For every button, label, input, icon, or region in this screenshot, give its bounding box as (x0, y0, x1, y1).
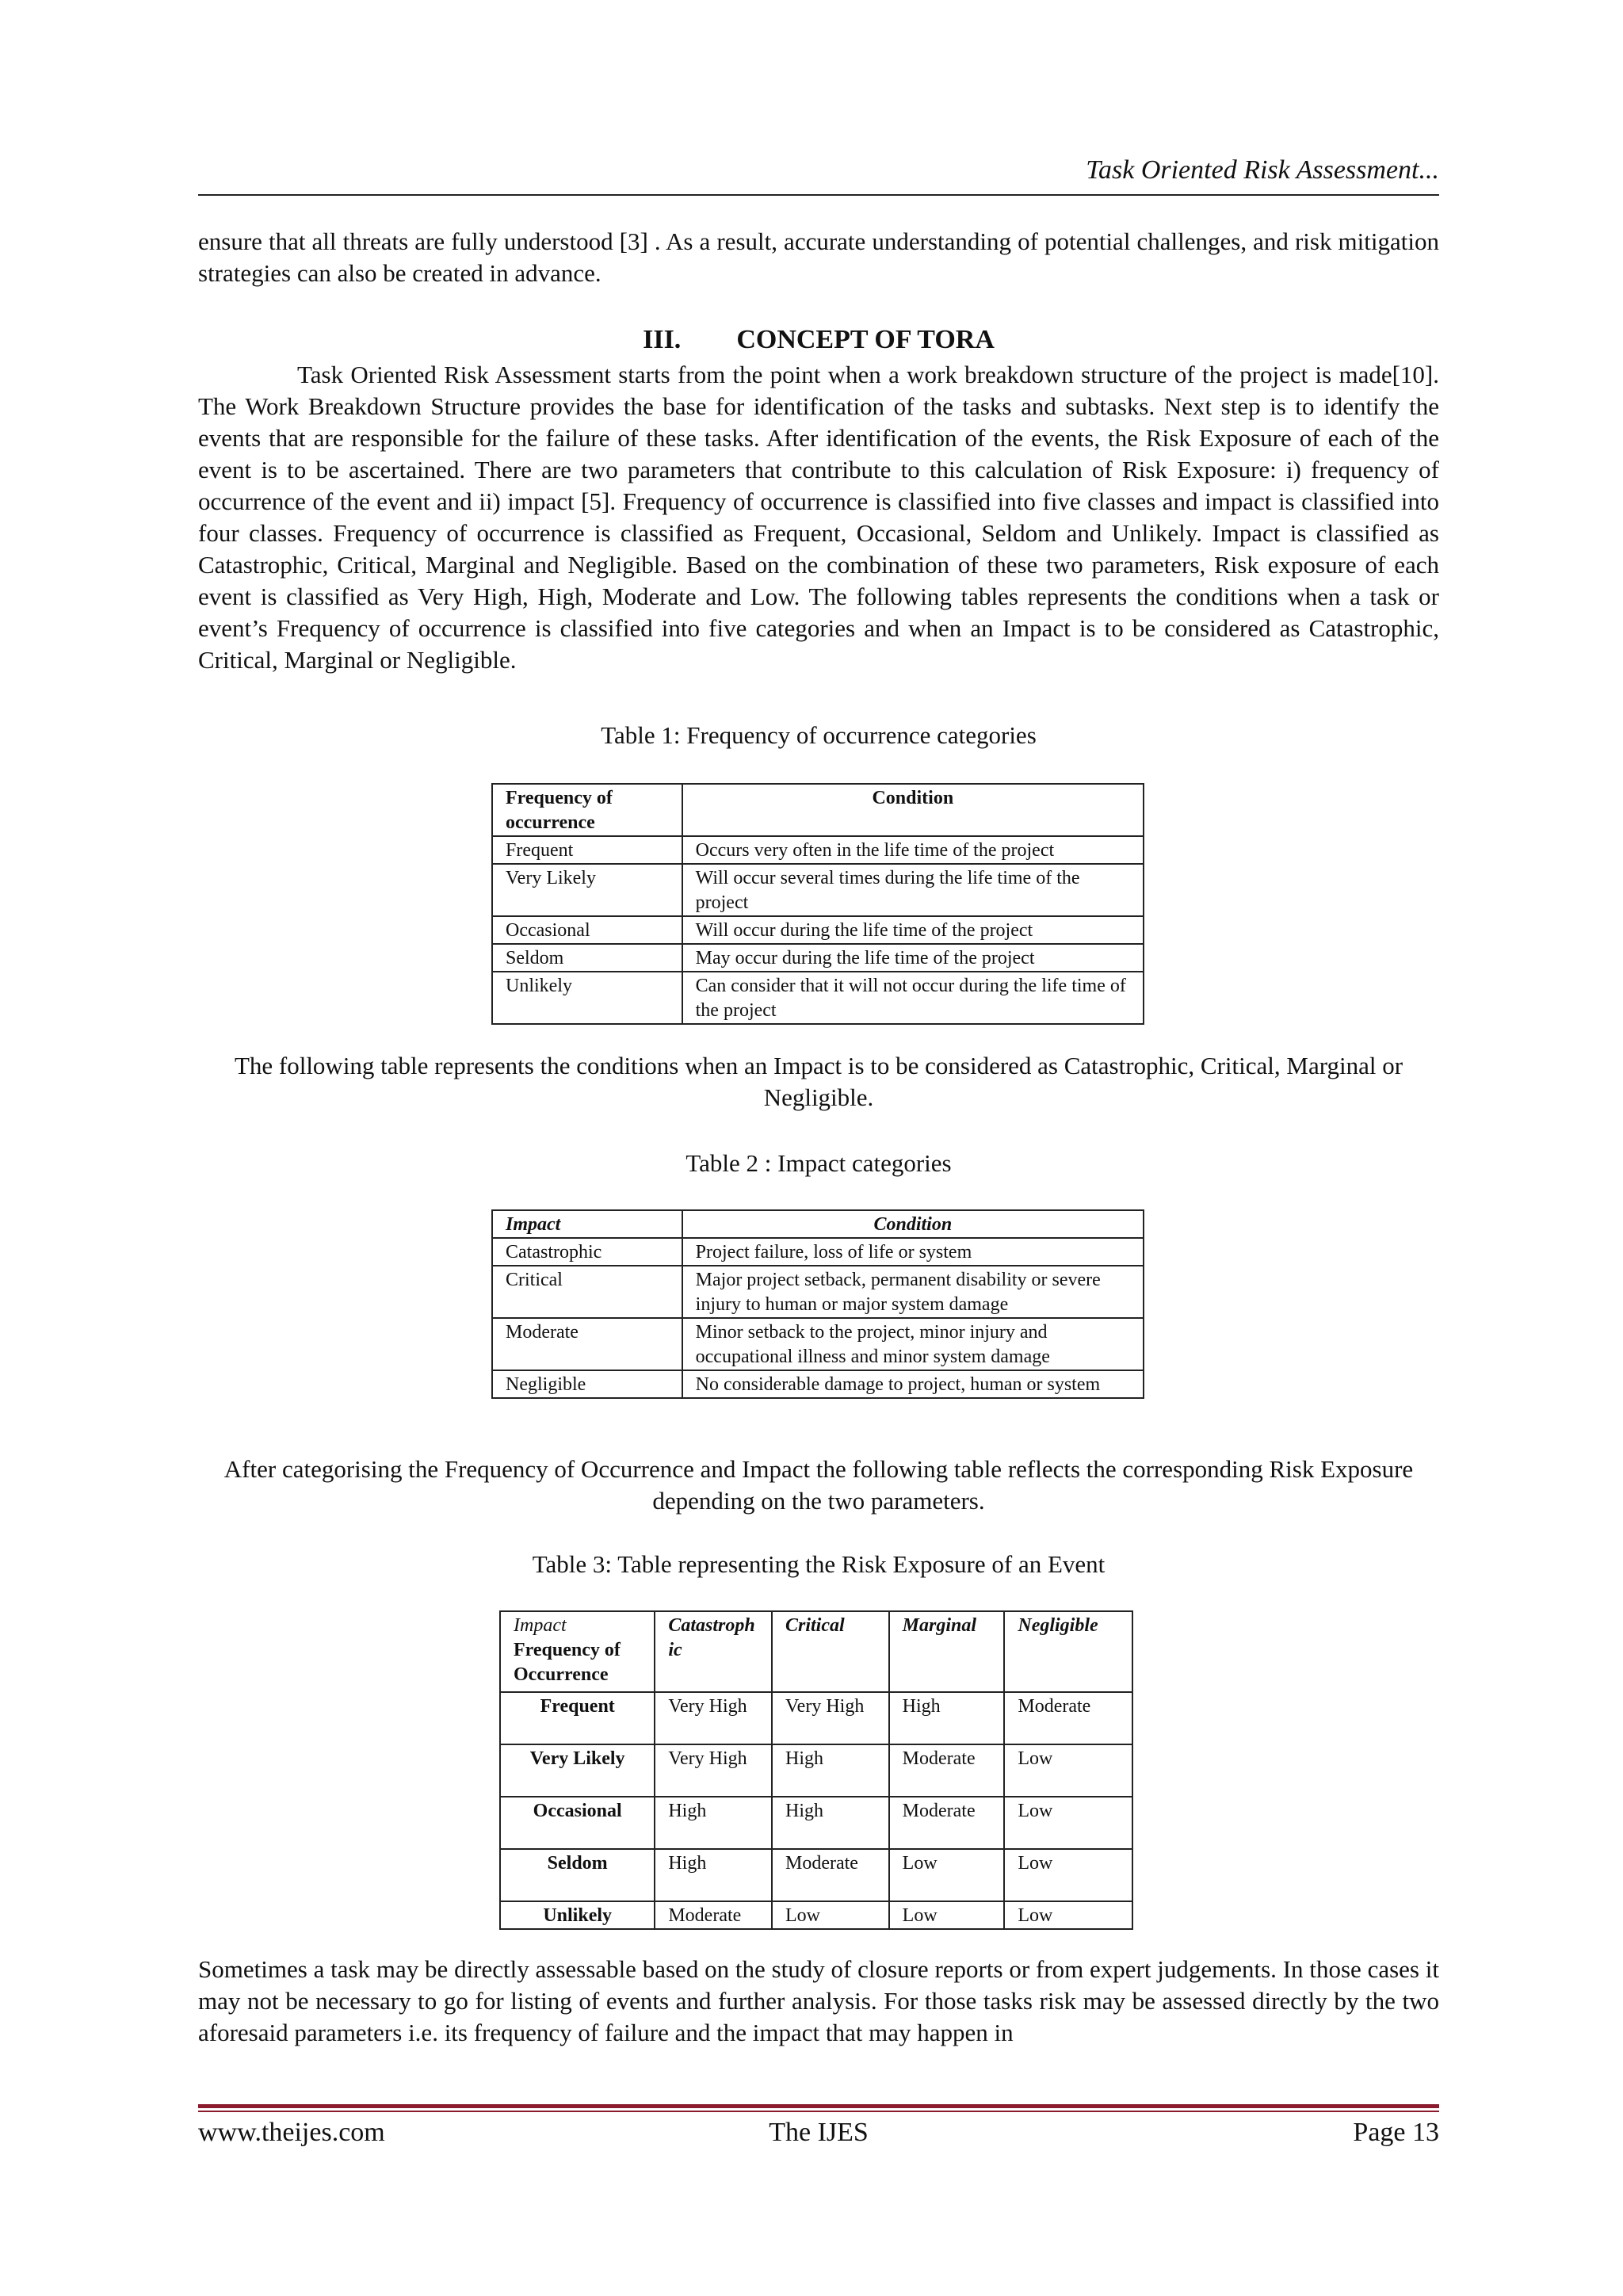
table-frequency-categories (491, 783, 1144, 1025)
table-cell: Moderate (492, 1318, 682, 1370)
corner-impact-label: Impact (514, 1615, 567, 1636)
table3-caption: Table 3: Table representing the Risk Exposure of an Event (532, 1550, 1106, 1578)
table-cell: Project failure, loss of life or system (682, 1238, 1144, 1266)
table-cell: Catastrophic (492, 1238, 682, 1266)
table-cell: High (772, 1744, 889, 1797)
table-row (492, 944, 1144, 972)
table-row (492, 1318, 1144, 1370)
table-cell: Unlikely (492, 972, 682, 1024)
table-cell: Will occur during the life time of the project (682, 916, 1144, 944)
table-cell: No considerable damage to project, human or system (682, 1370, 1144, 1398)
section-title: CONCEPT OF TORA (736, 325, 995, 354)
table-cell: Will occur several times during the life time of the project (682, 864, 1144, 916)
table-row (500, 1692, 1132, 1744)
column-header: Catastrophic (655, 1611, 772, 1692)
table-cell: Minor setback to the project, minor injury and occupational illness and minor system damage (682, 1318, 1144, 1370)
table-row (500, 1901, 1132, 1929)
table-cell: Major project setback, permanent disability or severe injury to human or major system damage (682, 1266, 1144, 1318)
table-row (492, 1238, 1144, 1266)
table-cell: High (772, 1797, 889, 1849)
row-label: Frequent (500, 1692, 655, 1744)
corner-frequency-label: Frequency of Occurrence (514, 1640, 621, 1685)
table-cell: Negligible (492, 1370, 682, 1398)
table-cell: Low (1004, 1797, 1132, 1849)
table-cell: Very High (772, 1692, 889, 1744)
text-before-table2: The following table represents the conditions when an Impact is to be considered as Catastrophic, Critical, Marginal or Negligible. (234, 1052, 1403, 1111)
column-header: Marginal (889, 1611, 1005, 1692)
footer-rule-thin (198, 2111, 1439, 2112)
row-label: Occasional (500, 1797, 655, 1849)
table-row (500, 1744, 1132, 1797)
row-label: Unlikely (500, 1901, 655, 1929)
footer-website: www.theijes.com (198, 2118, 385, 2147)
table-header-row (492, 784, 1144, 836)
running-title: Task Oriented Risk Assessment... (1086, 155, 1439, 185)
corner-cell (500, 1611, 655, 1692)
header-cell: Impact (492, 1210, 682, 1238)
table-cell: Moderate (889, 1744, 1005, 1797)
table-cell: Low (1004, 1849, 1132, 1901)
header-cell: Condition (682, 1210, 1144, 1238)
table-impact-categories (491, 1209, 1144, 1399)
table-cell: Seldom (492, 944, 682, 972)
table-cell: High (655, 1849, 772, 1901)
table-header-row (492, 1210, 1144, 1238)
table-row (492, 836, 1144, 864)
table-cell: Moderate (1004, 1692, 1132, 1744)
table-cell: Occurs very often in the life time of the project (682, 836, 1144, 864)
table-cell: Frequent (492, 836, 682, 864)
table-cell: Moderate (889, 1797, 1005, 1849)
table1-caption: Table 1: Frequency of occurrence categories (601, 721, 1037, 749)
table-row (492, 864, 1144, 916)
table-cell: High (889, 1692, 1005, 1744)
table-cell: Can consider that it will not occur during the life time of the project (682, 972, 1144, 1024)
table-cell: Occasional (492, 916, 682, 944)
table-risk-exposure (499, 1610, 1133, 1930)
footer-journal: The IJES (769, 2118, 869, 2147)
table2-caption: Table 2 : Impact categories (685, 1149, 952, 1177)
table-cell: Moderate (655, 1901, 772, 1929)
table-cell: Low (1004, 1901, 1132, 1929)
table-cell: Moderate (772, 1849, 889, 1901)
text-before-table3: After categorising the Frequency of Occurrence and Impact the following table reflects the corresponding Risk Exposure depending on the two parameters. (223, 1455, 1414, 1515)
row-label: Seldom (500, 1849, 655, 1901)
table-row (500, 1797, 1132, 1849)
intro-paragraph: ensure that all threats are fully understood [3] . As a result, accurate understanding of potential challenges, and risk mitigation strategies can also be created in advance. (198, 227, 1439, 287)
table-cell: Low (1004, 1744, 1132, 1797)
table-cell: Critical (492, 1266, 682, 1318)
header-cell: Condition (682, 784, 1144, 836)
table-cell: Very Likely (492, 864, 682, 916)
row-label: Very Likely (500, 1744, 655, 1797)
header-rule (198, 194, 1439, 196)
table-cell: High (655, 1797, 772, 1849)
footer-rule (198, 2104, 1439, 2108)
table-cell: Low (889, 1901, 1005, 1929)
table-cell: Low (772, 1901, 889, 1929)
column-header: Critical (772, 1611, 889, 1692)
table-row (492, 972, 1144, 1024)
table-cell: Very High (655, 1692, 772, 1744)
section-heading (198, 325, 1439, 355)
header-cell: Frequency of occurrence (492, 784, 682, 836)
column-header: Negligible (1004, 1611, 1132, 1692)
table-header-row (500, 1611, 1132, 1692)
table-cell: Low (889, 1849, 1005, 1901)
table-row (492, 1266, 1144, 1318)
footer-page-number: Page 13 (1353, 2118, 1439, 2147)
table-cell: May occur during the life time of the project (682, 944, 1144, 972)
table-row (492, 916, 1144, 944)
closing-paragraph: Sometimes a task may be directly assessable based on the study of closure reports or from expert judgements. In those cases it may not be necessary to go for listing of events and further analysis. For those tasks risk may be assessed directly by the two aforesaid parameters i.e. its frequency of failure and the impact that may happen in (198, 1955, 1439, 2046)
section-paragraph: Task Oriented Risk Assessment starts from the point when a work breakdown structure of the project is made[10]. The Work Breakdown Structure provides the base for identification of the tasks and subtasks. Next step is to identify the events that are responsible for the failure of these tasks. After identification of the events, the Risk Exposure of each of the event is to be ascertained. There are two parameters that contribute to this calculation of Risk Exposure: i) frequency of occurrence of the event and ii) impact [5]. Frequency of occurrence is classified into five classes and impact is classified into four classes. Frequency of occurrence is classified as Frequent, Occasional, Seldom and Unlikely. Impact is classified as Catastrophic, Critical, Marginal and Negligible. Based on the combination of these two parameters, Risk exposure of each event is classified as Very High, High, Moderate and Low. The following tables represents the conditions when a task or event’s Frequency of occurrence is classified into five categories and when an Impact is to be considered as Catastrophic, Critical, Marginal or Negligible. (198, 361, 1439, 674)
table-cell: Very High (655, 1744, 772, 1797)
table-row (500, 1849, 1132, 1901)
section-number: III. (643, 325, 682, 354)
table-row (492, 1370, 1144, 1398)
